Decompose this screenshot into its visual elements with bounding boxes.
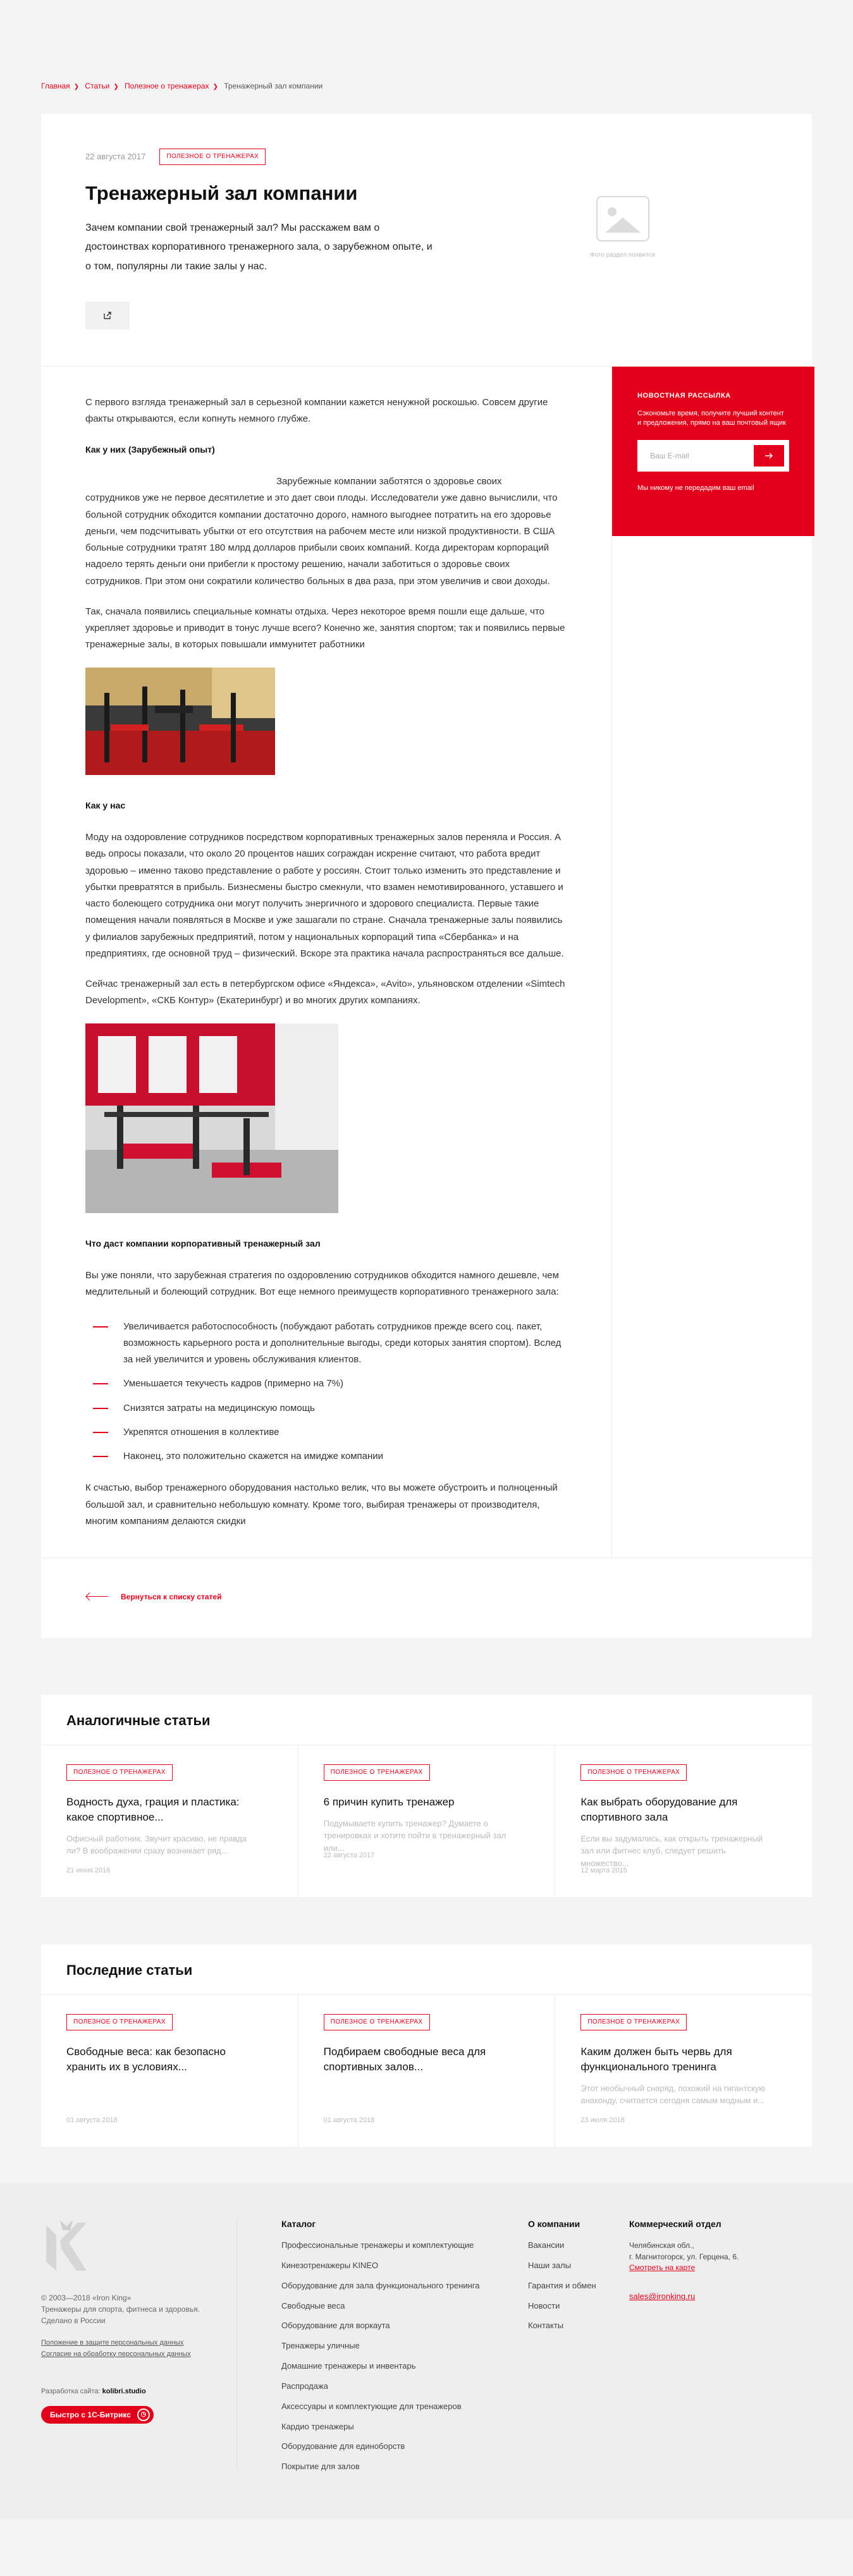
section-title: Аналогичные статьи (41, 1695, 812, 1745)
footer-catalog-link[interactable]: Свободные веса (281, 2300, 345, 2310)
list-item: Увеличивается работоспособность (побуждают работать сотрудников прежде всего соц. пакет, возможность карьерного роста и дополнительные выгоды, среди которых занятия спортом). Вслед за ней увеличится и уровень обслуживания клиентов. (85, 1319, 567, 1369)
footer-company-title: О компании (528, 2219, 580, 2229)
similar-articles (41, 1695, 812, 1897)
footer-catalog-link[interactable]: Оборудование для единоборств (281, 2441, 405, 2451)
footer-made-in: Сделано в России (41, 2316, 106, 2325)
card-tag[interactable]: ПОЛЕЗНОЕ О ТРЕНАЖЕРАХ (66, 2014, 173, 2030)
card-title[interactable]: Водность духа, грация и пластика: какое спортивное... (66, 1796, 240, 1823)
footer-catalog-link[interactable]: Кинезотренажеры KINEO (281, 2260, 379, 2270)
bitrix-label: Быстро с 1С-Битрикс (50, 2410, 131, 2419)
footer-catalog-link[interactable]: Аксессуары и комплектующие для тренажеров (281, 2401, 462, 2411)
arrow-left-icon (85, 1593, 108, 1601)
consent-link[interactable]: Согласие на обработку персональных данных (41, 2350, 191, 2358)
article-paragraph: Зарубежные компании заботятся о здоровье своих (276, 476, 502, 487)
article-card (41, 114, 812, 1638)
breadcrumb-current: Тренажерный зал компании (224, 82, 323, 90)
email-field[interactable] (650, 451, 754, 460)
article-header (41, 114, 812, 367)
newsletter-box (612, 367, 814, 536)
subscribe-button[interactable] (754, 445, 784, 467)
back-to-list-link[interactable]: Вернуться к списку статей (121, 1592, 222, 1601)
developer-name[interactable]: kolibri.studio (102, 2388, 146, 2396)
photo-placeholder-icon (596, 196, 649, 241)
card-date: 12 марта 2015 (580, 1866, 627, 1874)
card-date: 01 августа 2018 (66, 2116, 118, 2124)
footer-company (528, 2218, 629, 2481)
footer-tagline: Тренажеры для спорта, фитнеса и здоровья. (41, 2305, 200, 2314)
list-item: Наконец, это положительно скажется на имидже компании (85, 1448, 567, 1465)
footer-catalog-link[interactable]: Распродажа (281, 2381, 328, 2391)
article-content (41, 367, 612, 1558)
privacy-link[interactable]: Положение в защите персональных данных (41, 2339, 184, 2347)
article-date: 22 августа 2017 (85, 152, 146, 162)
footer-catalog-link[interactable]: Тренажеры уличные (281, 2341, 360, 2351)
clock-icon: ◷ (137, 2408, 150, 2421)
photo-caption: Фото раздел появится (590, 251, 655, 259)
map-link[interactable]: Смотреть на карте (629, 2263, 696, 2272)
card-title[interactable]: 6 причин купить тренажер (323, 1796, 455, 1808)
newsletter-title: НОВОСТНАЯ РАССЫЛКА (637, 392, 731, 400)
footer-catalog-link[interactable]: Профессиональные тренажеры и комплектующие (281, 2240, 474, 2250)
card-tag[interactable]: ПОЛЕЗНОЕ О ТРЕНАЖЕРАХ (324, 2014, 430, 2030)
newsletter-form (637, 440, 789, 472)
footer-catalog (237, 2218, 528, 2481)
card-excerpt (66, 2082, 256, 2106)
chevron-right-icon: ❯ (113, 83, 119, 90)
breadcrumb-useful[interactable]: Полезное о тренажерах (125, 82, 209, 90)
section-heading-gives: Что даст компании корпоративный тренажерный зал (85, 1238, 321, 1248)
footer-catalog-link[interactable]: Кардио тренажеры (281, 2421, 354, 2431)
card-excerpt: Офисный работник. Звучит красиво, не правда ли? В воображении сразу возникает ряд... (66, 1833, 247, 1856)
article-lead: Зачем компании свой тренажерный зал? Мы расскажем вам о достоинствах корпоративного тренажерного зала, о зарубежном опыте, и о том, популярны ли такие залы у нас. (85, 222, 433, 272)
list-item: Укрепятся отношения в коллективе (85, 1424, 567, 1441)
section-heading-foreign: Как у них (Зарубежный опыт) (85, 444, 215, 455)
footer-company-link[interactable]: Вакансии (528, 2240, 565, 2250)
card-excerpt: Если вы задумались, как открыть тренажерный зал или фитнес клуб, следует решить множество... (580, 1833, 763, 1868)
card-tag[interactable]: ПОЛЕЗНОЕ О ТРЕНАЖЕРАХ (580, 2014, 687, 2030)
breadcrumb-articles[interactable]: Статьи (85, 82, 110, 90)
chevron-right-icon: ❯ (212, 83, 218, 90)
share-icon (103, 311, 112, 320)
email-link[interactable]: sales@ironking.ru (629, 2292, 696, 2302)
article-card-item[interactable] (555, 1745, 812, 1897)
article-paragraph: К счастью, выбор тренажерного оборудования настолько велик, что вы можете обустроить и полноценный большой зал, и сравнительно небольшую комнату. Кроме того, выбирая тренажеры от производителя, многим компаниям делаются скидки (85, 1482, 558, 1527)
footer-commercial-title: Коммерческий отдел (629, 2219, 721, 2229)
card-excerpt: Этот необычный снаряд, похожий на гигантскую анаконду, считается сегодня самым модным и... (580, 2083, 766, 2106)
article-tag[interactable]: ПОЛЕЗНОЕ О ТРЕНАЖЕРАХ (159, 149, 266, 165)
address-line: г. Магнитогорск, ул. Герцена, 6. (629, 2252, 739, 2261)
footer-company-link[interactable]: Гарантия и обмен (528, 2280, 596, 2290)
chevron-right-icon: ❯ (73, 83, 80, 90)
card-date: 23 июля 2018 (580, 2116, 625, 2124)
card-title[interactable]: Свободные веса: как безопасно хранить их в условиях... (66, 2046, 226, 2073)
copyright: © 2003—2018 «Iron King» (41, 2293, 132, 2302)
benefits-list (85, 1319, 567, 1465)
newsletter-text: Сэкономьте время, получите лучший контент и предложения, прямо на ваш почтовый ящик (637, 409, 786, 427)
card-tag[interactable]: ПОЛЕЗНОЕ О ТРЕНАЖЕРАХ (580, 1764, 687, 1781)
article-card-item[interactable] (41, 1745, 298, 1897)
card-title[interactable]: Каким должен быть червь для функционального тренинга (580, 2046, 732, 2073)
card-excerpt: Подумываете купить тренажер? Думаете о тренировках и хотите пойти в тренажерный зал или... (323, 1818, 506, 1853)
developer-label: Разработка сайта: (41, 2388, 101, 2396)
page-title: Тренажерный зал компании (85, 182, 358, 204)
card-title[interactable]: Как выбрать оборудование для спортивного зала (580, 1796, 738, 1823)
article-paragraph: Моду на оздоровление сотрудников посредством корпоративных тренажерных залов переняла и Россия. А ведь опросы показали, что около 20 процентов наших сограждан искренне считают, что работа вредит здоровью – именно таково представление о работе у россиян. Стоит только изменить это представление и убытки превратятся в прибыль. Бизнесмены быстро смекнули, что взамен немотивированного, уставшего и часто болеющего сотрудника они могут получить энергичного и здорового специалиста. Первые такие помещения начали появляться в Москве и уже зашагали по стране. Сначала тренажерные залы появились у филиалов зарубежных предприятий, потом у национальных корпораций типа «Сбербанка» и на предприятиях, где основной труд – физический. Вскоре эта практика начала распространяться все дальше. (85, 832, 564, 959)
footer-catalog-link[interactable]: Домашние тренажеры и инвентарь (281, 2361, 416, 2371)
footer-catalog-link[interactable]: Покрытие для залов (281, 2462, 360, 2472)
card-tag[interactable]: ПОЛЕЗНОЕ О ТРЕНАЖЕРАХ (66, 1764, 173, 1781)
footer-commercial (629, 2218, 812, 2481)
article-paragraph: Сейчас тренажерный зал есть в петербургском офисе «Яндекса», «Avito», ульяновском отделении «Simtech Development», «СКБ Контур» (Екатеринбург) и во многих других компаниях. (85, 979, 565, 1006)
breadcrumb (41, 0, 812, 114)
iron-king-logo-icon (41, 2218, 92, 2274)
section-heading-ours: Как у нас (85, 800, 126, 810)
card-date: 21 июня 2016 (66, 1866, 111, 1874)
card-excerpt (324, 2082, 513, 2106)
footer-company-link[interactable]: Новости (528, 2300, 560, 2310)
article-card-item[interactable] (41, 1995, 298, 2147)
article-card-item[interactable] (298, 1745, 556, 1897)
card-title[interactable]: Подбираем свободные веса для спортивных залов... (323, 2046, 486, 2073)
footer (0, 2183, 853, 2519)
latest-articles (41, 1944, 812, 2147)
newsletter-note: Мы никому не передадим ваш email (637, 484, 754, 492)
sidebar (612, 367, 814, 1558)
footer-catalog-link[interactable]: Оборудование для зала функционального тренинга (281, 2280, 480, 2290)
developer-credit (41, 2386, 218, 2397)
card-date: 22 августа 2017 (323, 1851, 375, 1859)
article-paragraph: Вы уже поняли, что зарубежная стратегия по оздоровлению сотрудников обходится намного дешевле, чем медлительный и болеющий сотрудник. Вот еще немного преимуществ корпоративного тренажерного зала: (85, 1270, 559, 1298)
article-paragraph: Так, сначала появились специальные комнаты отдыха. Через некоторое время пошли еще дальше, что укрепляет здоровье и приводит в тонус лучше всего? Конечно же, занятия спортом; так и появились первые тренажерные залы, в которых повышали иммунитет работники (85, 606, 565, 650)
share-button[interactable] (85, 302, 130, 329)
list-item: Уменьшается текучесть кадров (примерно на 7%) (85, 1376, 567, 1392)
card-tag[interactable]: ПОЛЕЗНОЕ О ТРЕНАЖЕРАХ (324, 1764, 430, 1781)
footer-catalog-title: Каталог (281, 2219, 316, 2229)
article-card-item[interactable] (555, 1995, 812, 2147)
article-paragraph: С первого взгляда тренажерный зал в серьезной компании кажется ненужной роскошью. Совсем другие факты открываются, если копнуть немного глубже. (85, 397, 548, 425)
footer-company-link[interactable]: Контакты (528, 2321, 564, 2331)
arrow-right-icon (764, 453, 773, 459)
footer-catalog-link[interactable]: Оборудование для воркаута (281, 2321, 390, 2331)
article-card-item[interactable] (298, 1995, 556, 2147)
article-paragraph: сотрудников уже не первое десятилетие и это дает свои плоды. Исследователи уже давно вычислили, что больной сотрудник обходится компании достаточно дорого, намного выгоднее потратить на его здоровье деньги, чем подсчитывать убытки от его отсутствия на рабочем месте или низкой продуктивности. В США больные сотрудники тратят 180 млрд долларов прибыли своих компаний. Когда директорам корпораций надоело терять деньги они прибегли к простому решению, начали заботиться о здоровье своих сотрудников. При этом они сократили количество больных в два раза, при этом увеличив и свои доходы. (85, 492, 558, 587)
gym-photo-1 (85, 668, 275, 775)
list-item: Снизятся затраты на медицинскую помощь (85, 1400, 567, 1417)
footer-company-link[interactable]: Наши залы (528, 2260, 572, 2270)
breadcrumb-home[interactable]: Главная (41, 82, 70, 90)
bitrix-badge[interactable] (41, 2406, 154, 2424)
section-title: Последние статьи (41, 1944, 812, 1995)
card-date: 01 августа 2018 (323, 2116, 375, 2124)
address-line: Челябинская обл., (629, 2241, 694, 2250)
gym-photo-2 (85, 1023, 338, 1213)
